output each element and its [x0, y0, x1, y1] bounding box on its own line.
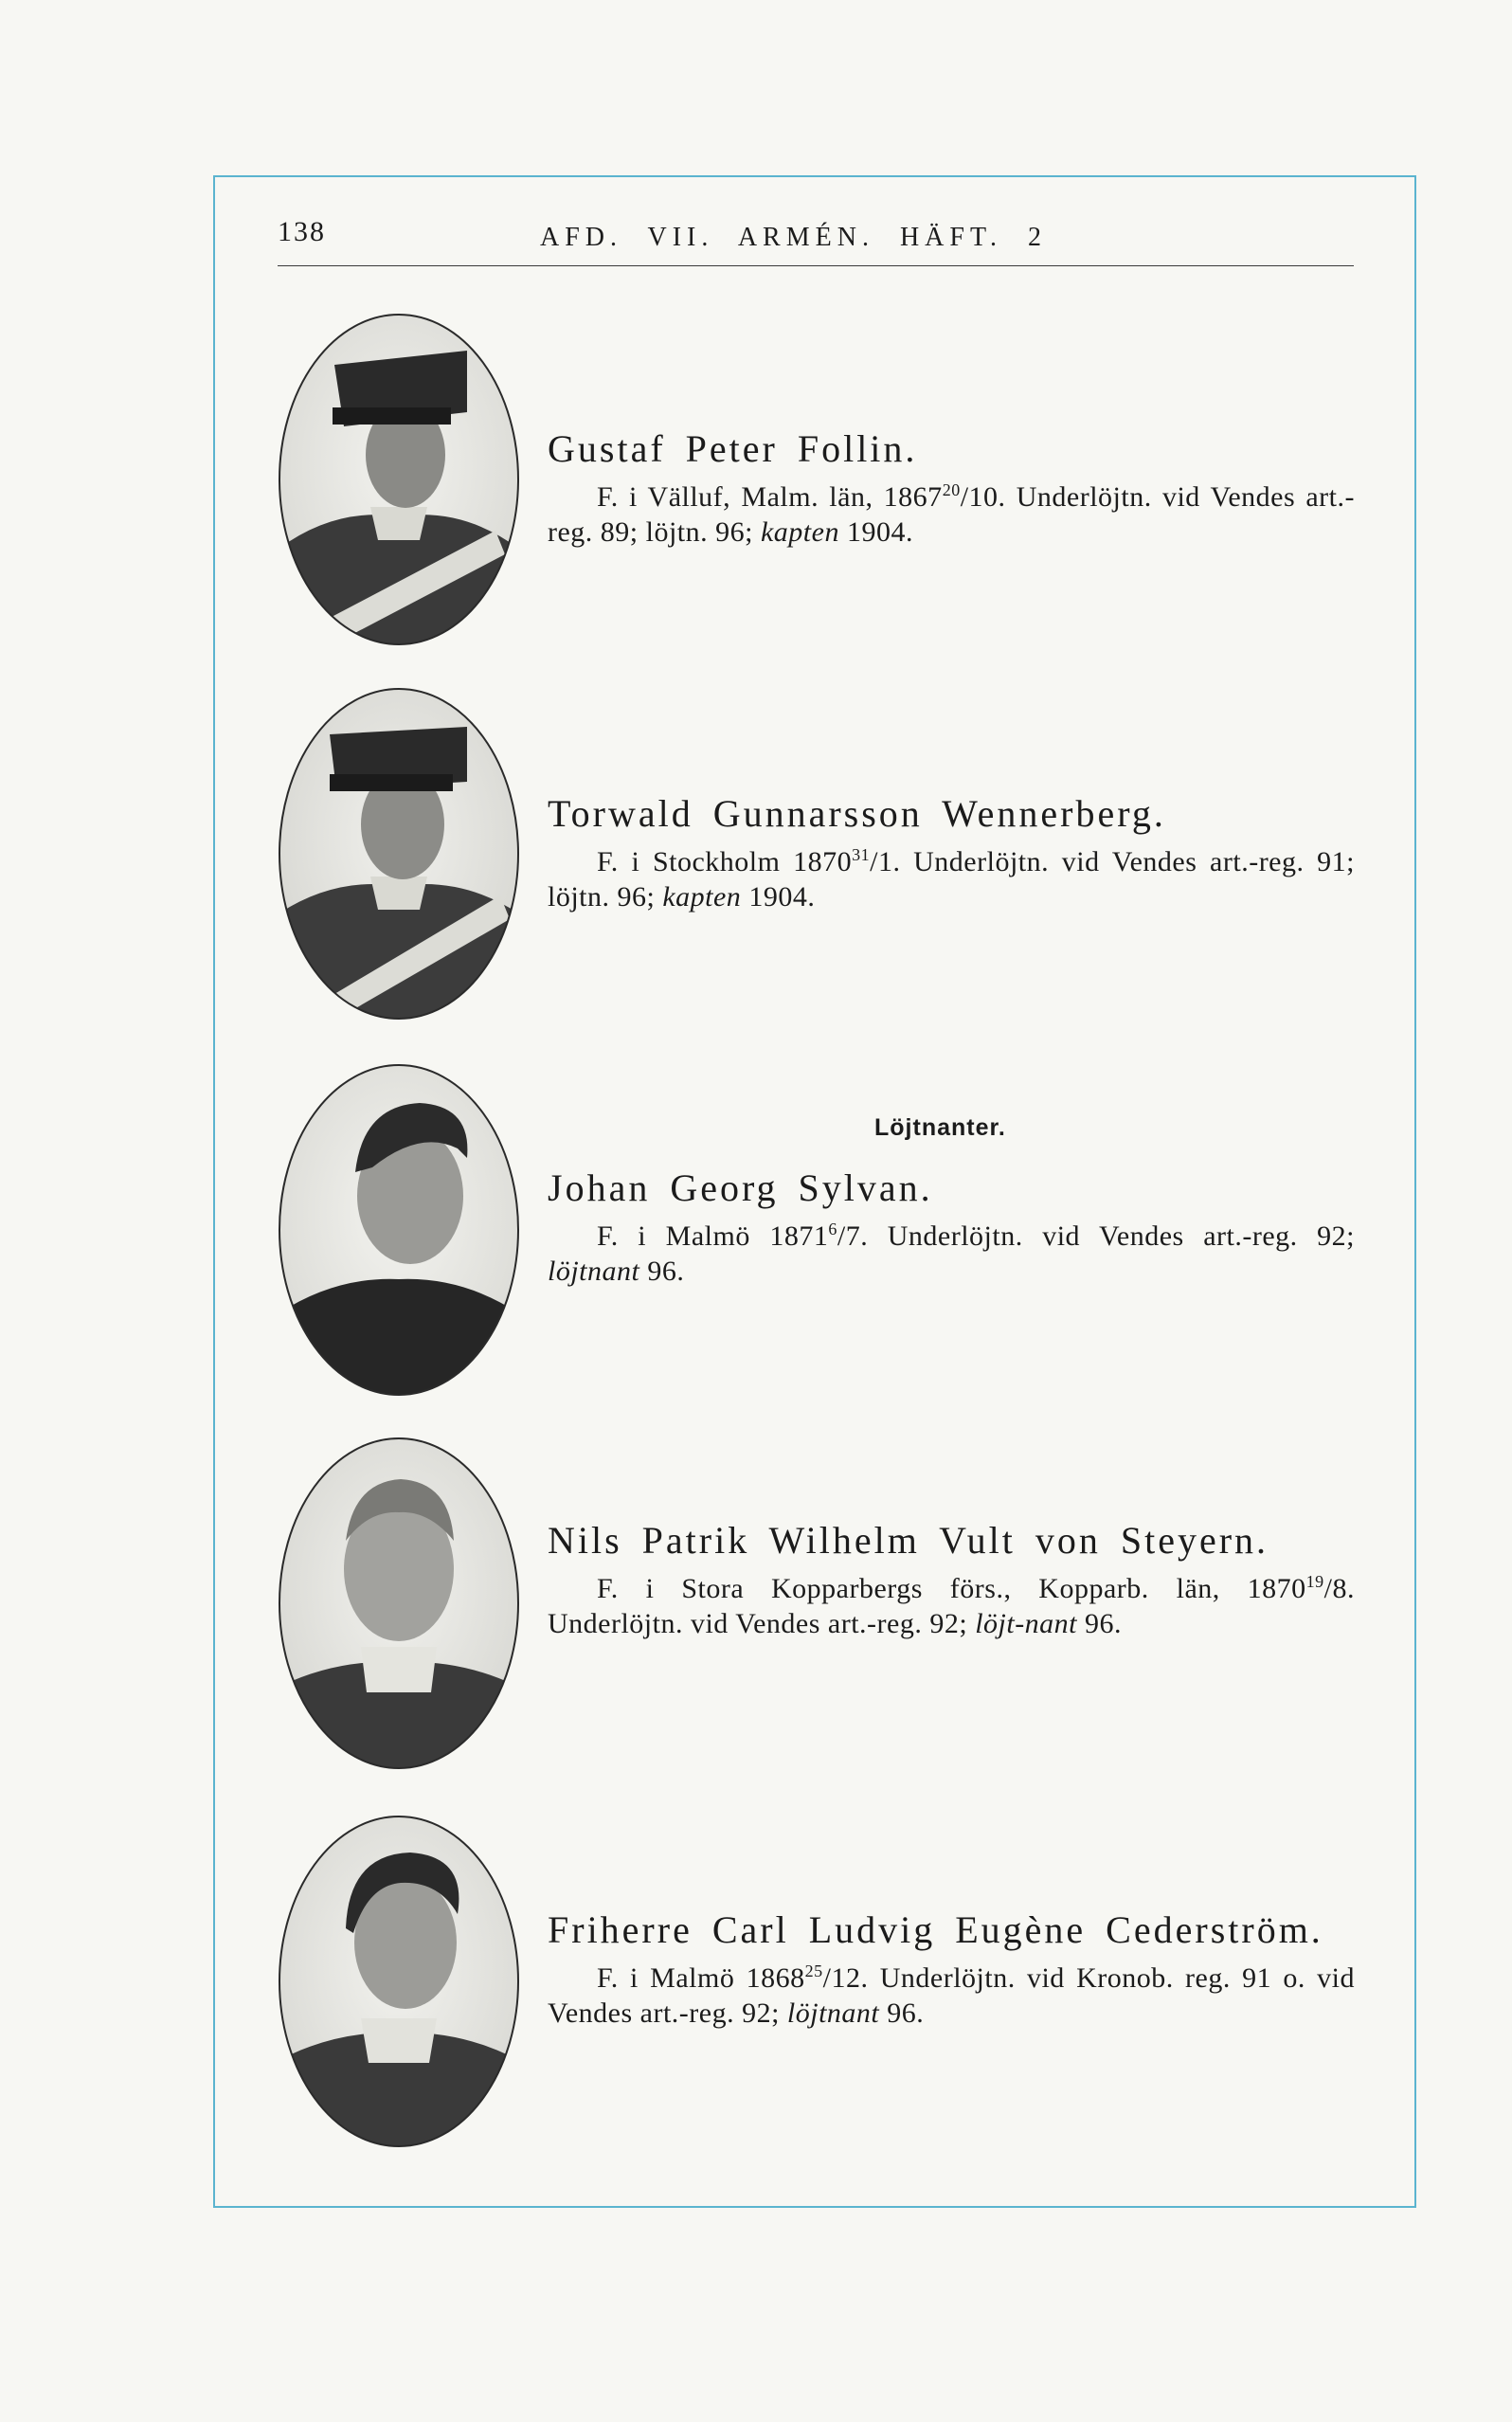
entry-text — [548, 791, 1355, 914]
officer-bio: F. i Malmö 1868$^{25}$/12. Underlöjtn. vid Kronob. reg. 91 o. vid Vendes art.-reg. 92; löjtnant 96. — [548, 1961, 1355, 2029]
officer-bio: F. i Malmö 1871$^6$/7. Underlöjtn. vid Vendes art.-reg. 92; löjtnant 96. — [548, 1220, 1355, 1287]
entry-text — [548, 426, 1355, 550]
officer-bio: F. i Stockholm 1870$^{31}$/1. Underlöjtn. vid Vendes art.-reg. 91; löjtn. 96; kapten 1904. — [548, 845, 1356, 913]
entry-text — [548, 1907, 1355, 2031]
portrait-photo — [278, 1437, 520, 1770]
page-header — [278, 216, 1354, 266]
officer-bio: F. i Stora Kopparbergs förs., Kopparb. län, 1870$^{19}$/8. Underlöjtn. vid Vendes art.-reg. 92; löjt-nant 96. — [548, 1572, 1355, 1639]
portrait-photo — [278, 1063, 520, 1397]
portrait-photo — [278, 687, 520, 1021]
officer-name: Johan Georg Sylvan. — [548, 1166, 933, 1209]
portrait-photo — [278, 313, 520, 646]
page-number: 138 — [278, 216, 326, 247]
officer-name: Friherre Carl Ludvig Eugène Cederström. — [548, 1908, 1323, 1951]
running-head: AFD. VII. ARMÉN. HÄFT. 2 — [540, 223, 1047, 252]
officer-name: Nils Patrik Wilhelm Vult von Steyern. — [548, 1519, 1269, 1562]
portrait-photo — [278, 1815, 520, 2148]
officer-bio: F. i Välluf, Malm. län, 1867$^{20}$/10. Underlöjtn. vid Vendes art.-reg. 89; löjtn. 96; kapten 1904. — [548, 480, 1355, 548]
entry-text — [548, 1518, 1355, 1641]
officer-name: Torwald Gunnarsson Wennerberg. — [548, 792, 1166, 835]
officer-name: Gustaf Peter Follin. — [548, 427, 918, 470]
entry-text — [548, 1166, 1355, 1289]
section-heading: Löjtnanter. — [874, 1114, 1006, 1141]
